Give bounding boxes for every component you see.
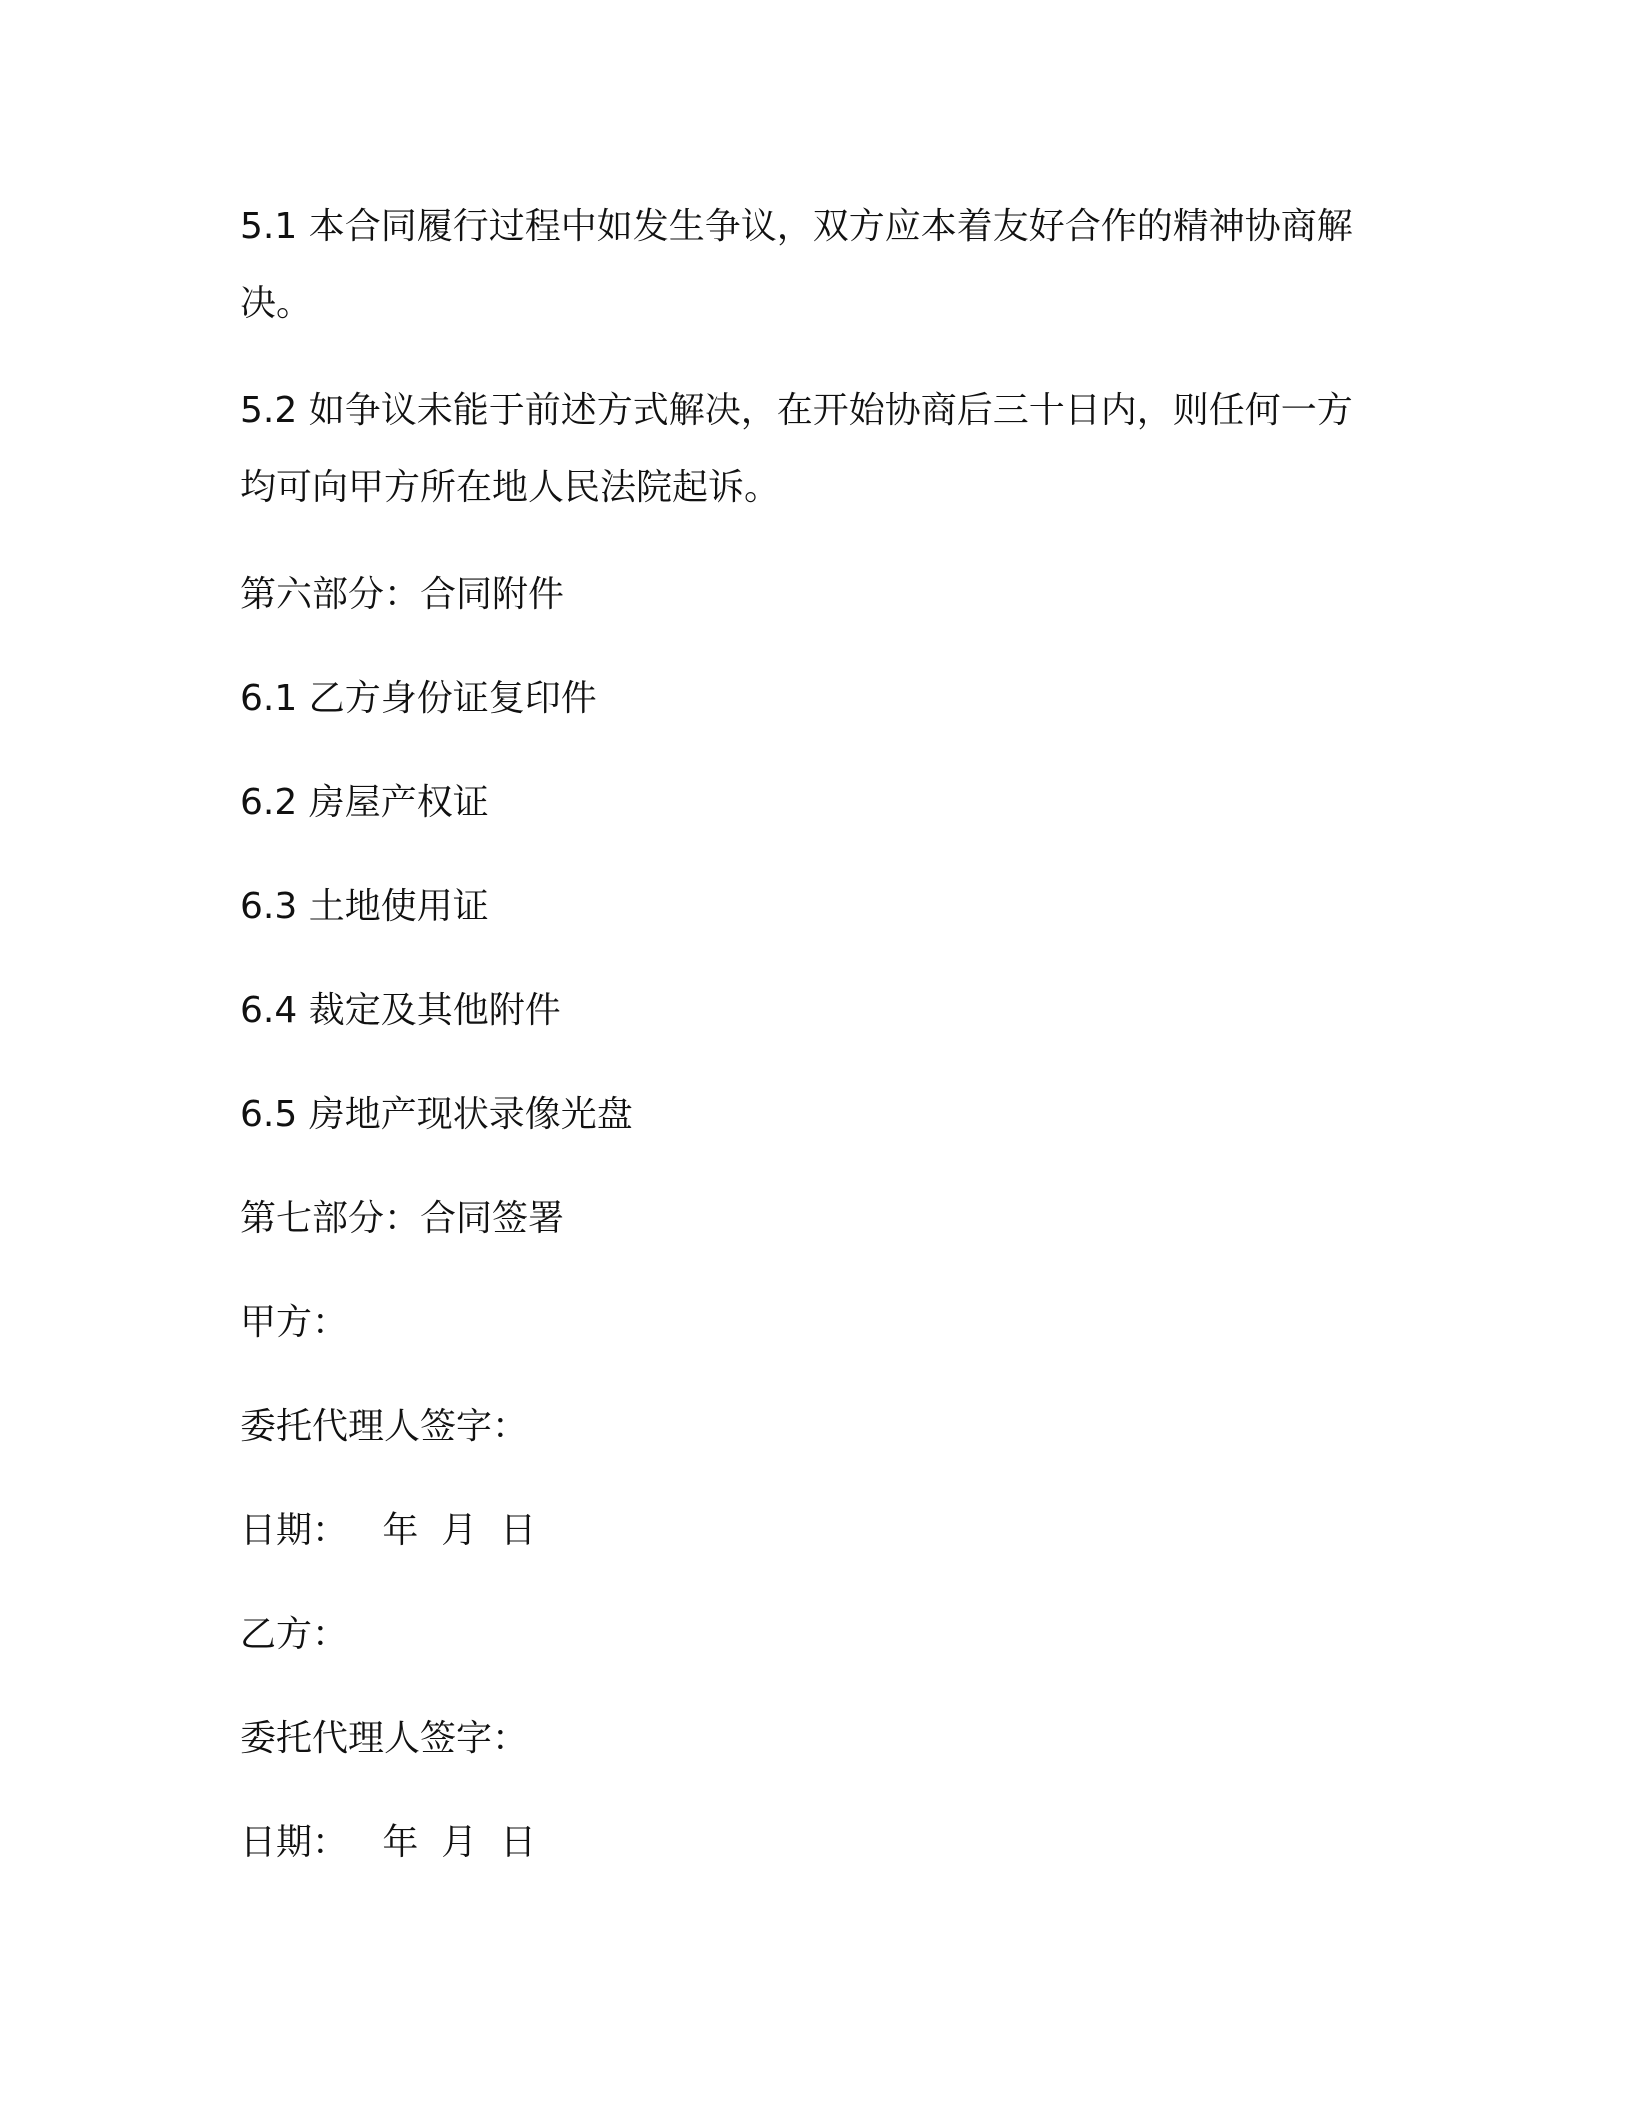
- party-b-label: 乙方：: [240, 1614, 349, 1655]
- party-a-agent-signature: 委托代理人签字：: [240, 1406, 529, 1447]
- clause-5-2-line-1: 5.2 如争议未能于前述方式解决，在开始协商后三十日内，则任何一方: [240, 390, 1353, 431]
- attachment-item: 6.1 乙方身份证复印件: [240, 678, 597, 719]
- part-6-heading: 第六部分：合同附件: [240, 574, 565, 615]
- attachment-item: 6.4 裁定及其他附件: [240, 990, 561, 1031]
- document-page: [240, 188, 1390, 1881]
- clause-5-1-line-1: 5.1 本合同履行过程中如发生争议，双方应本着友好合作的精神协商解: [240, 206, 1353, 247]
- party-a-label: 甲方：: [240, 1302, 349, 1343]
- attachment-item: 6.2 房屋产权证: [240, 782, 489, 823]
- clause-5-2: [240, 372, 1390, 526]
- attachment-item: 6.5 房地产现状录像光盘: [240, 1094, 633, 1135]
- party-a-date: 日期： 年 月 日: [240, 1510, 537, 1551]
- party-b-agent-signature: 委托代理人签字：: [240, 1718, 529, 1759]
- part-7-heading: 第七部分：合同签署: [240, 1198, 565, 1239]
- party-b-date: 日期： 年 月 日: [240, 1822, 537, 1863]
- clause-5-1-line-2: 决。: [240, 283, 313, 324]
- clause-5-2-line-2: 均可向甲方所在地人民法院起诉。: [240, 467, 781, 508]
- clause-5-1: [240, 188, 1390, 342]
- attachment-item: 6.3 土地使用证: [240, 886, 489, 927]
